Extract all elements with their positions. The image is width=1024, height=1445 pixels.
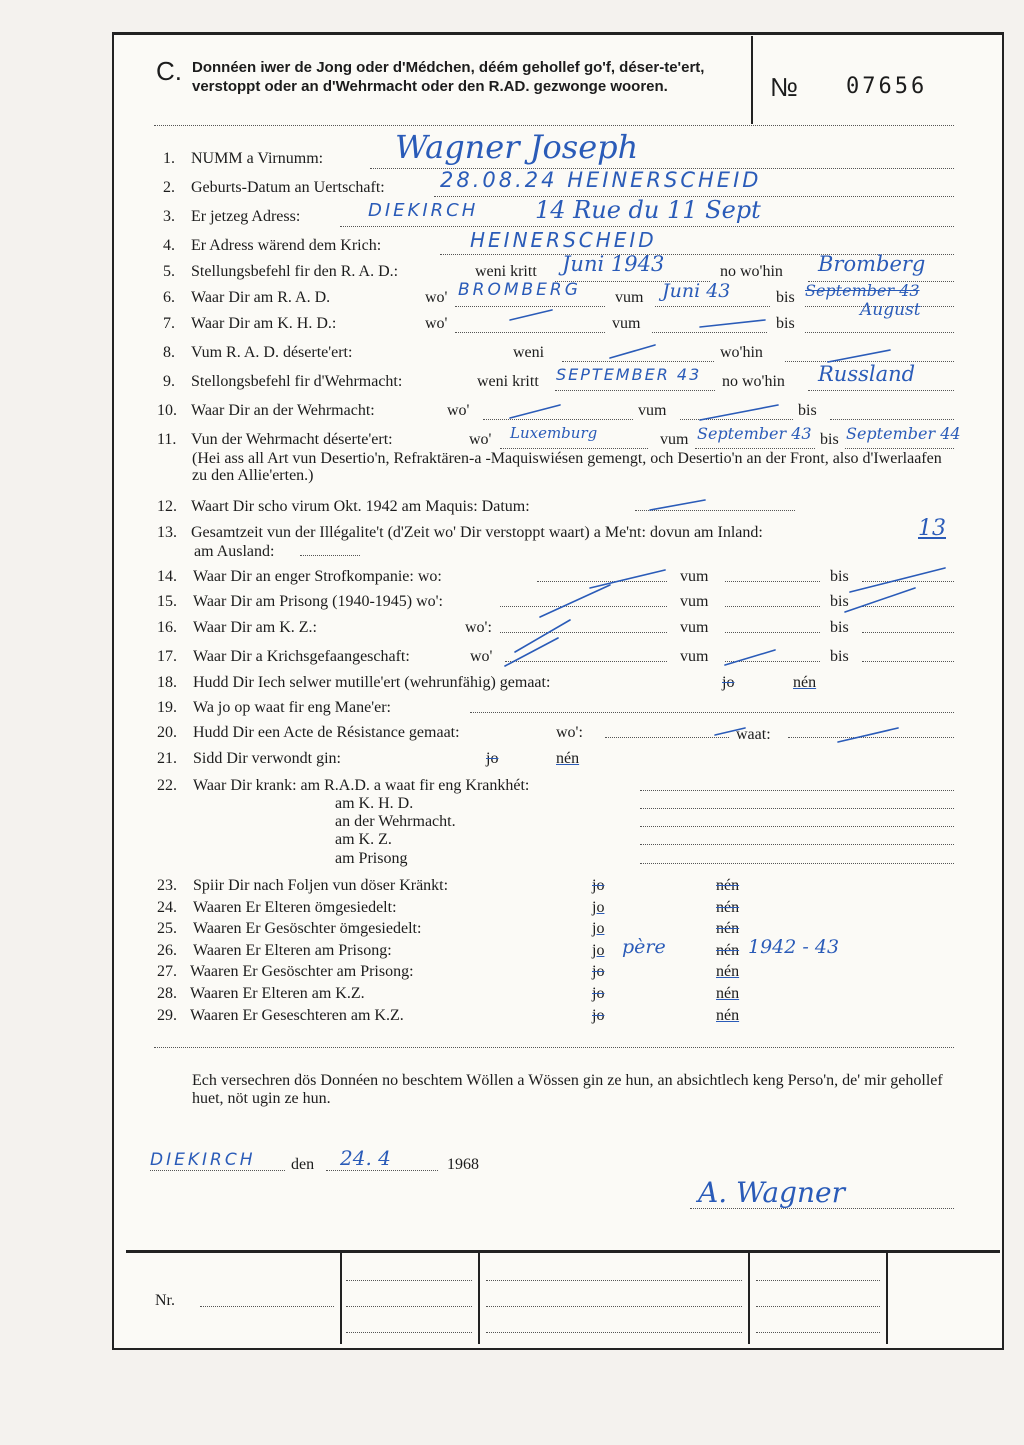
label-vum: vum <box>680 648 709 665</box>
field-label-kz: Waar Dir am K. Z.: <box>193 619 317 636</box>
slash-stroke <box>610 345 655 358</box>
option-jo[interactable]: jo <box>592 963 605 980</box>
label-wo: wo' <box>470 648 493 665</box>
option-jo[interactable]: jo <box>592 985 605 1002</box>
label-bis: bis <box>776 289 795 306</box>
field-label-resistance: Hudd Dir een Acte de Résistance gemaat: <box>193 724 460 741</box>
field-num: 6. <box>163 289 175 306</box>
field-label-consequences: Spiir Dir nach Foljen vun döser Kränkt: <box>193 877 449 894</box>
label-bis: bis <box>776 315 795 332</box>
label-wo: wo' <box>469 431 492 448</box>
field-label-war-address: Er Adress wärend dem Krich: <box>191 237 382 254</box>
field-label-parents-kz: Waaren Er Elteren am K.Z. <box>190 985 365 1002</box>
label-vum: vum <box>680 568 709 585</box>
slash-stroke <box>838 728 898 742</box>
address-city[interactable]: DIEKIRCH <box>368 200 479 221</box>
sick-sub: an der Wehrmacht. <box>335 813 456 830</box>
label-wo: wo' <box>425 289 448 306</box>
slash-stroke <box>515 620 570 652</box>
wehrmacht-order-date[interactable]: SEPTEMBER 43 <box>556 365 702 384</box>
declaration: Ech versechren dös Donnéen no beschtem Wöllen a Wössen gin ze hun, an absichtlech keng Perso'n, de' mir gehollef huet, nöt ugin ze hun. <box>192 1072 943 1107</box>
field-label-siblings-kz: Waaren Er Geseschteren am K.Z. <box>190 1007 404 1024</box>
name-value[interactable]: Wagner Joseph <box>395 128 639 166</box>
sick-sub: am Prisong <box>335 850 408 867</box>
label-bis: bis <box>830 619 849 636</box>
field-num: 23. <box>157 877 177 894</box>
desert-to[interactable]: September 44 <box>846 424 961 443</box>
birth-value[interactable]: 28.08.24 HEINERSCHEID <box>440 168 762 192</box>
field-num: 28. <box>157 985 177 1002</box>
label-wohin: wo'hin <box>720 344 763 361</box>
label-bis: bis <box>830 568 849 585</box>
option-jo[interactable]: jo <box>592 920 605 937</box>
address-street[interactable]: 14 Rue du 11 Sept <box>535 196 761 224</box>
signature[interactable]: A. Wagner <box>698 1176 845 1209</box>
slash-stroke <box>540 585 610 617</box>
sick-sub: am K. H. D. <box>335 795 414 812</box>
field-num: 18. <box>157 674 177 691</box>
field-label-pow: Waar Dir a Krichsgefaangeschaft: <box>193 648 410 665</box>
option-nen[interactable]: nén <box>716 920 740 937</box>
label-vum: vum <box>660 431 689 448</box>
option-nen[interactable]: nén <box>716 963 740 980</box>
field-num: 11. <box>157 431 177 448</box>
label-vum: vum <box>615 289 644 306</box>
field-label-prisong: Waar Dir am Prisong (1940-1945) wo': <box>193 593 443 610</box>
label-bis: bis <box>820 431 839 448</box>
slash-stroke <box>700 405 778 420</box>
slash-stroke <box>850 568 945 592</box>
field-num: 13. <box>157 524 177 541</box>
field-num: 16. <box>157 619 177 636</box>
option-nen[interactable]: nén <box>556 750 580 767</box>
label-vum: vum <box>680 593 709 610</box>
field-num: 24. <box>157 899 177 916</box>
option-nen[interactable]: nén <box>716 942 740 959</box>
field-label-wehrmacht-order: Stellongsbefehl fir d'Wehrmacht: <box>191 373 403 390</box>
nr-label: Nr. <box>155 1292 175 1309</box>
option-nen[interactable]: nén <box>716 877 740 894</box>
option-nen[interactable]: nén <box>793 674 817 691</box>
rad-place[interactable]: BROMBERG <box>458 280 581 300</box>
label-bis: bis <box>798 402 817 419</box>
option-jo[interactable]: jo <box>592 942 605 959</box>
option-nen[interactable]: nén <box>716 899 740 916</box>
slash-stroke <box>650 500 705 510</box>
slash-stroke <box>590 570 665 588</box>
label-weni: weni kritt <box>477 373 539 390</box>
desert-from[interactable]: September 43 <box>697 424 812 443</box>
field-label-siblings-resettled: Waaren Er Gesöschter ömgesiedelt: <box>193 920 422 937</box>
field-label-sick: Waar Dir krank: am R.A.D. a waat fir eng Krankhét: <box>193 777 530 794</box>
label-wohin: no wo'hin <box>720 263 783 280</box>
label-wo: wo': <box>556 724 583 741</box>
label-wo: wo' <box>425 315 448 332</box>
label-wo: wo': <box>465 619 492 636</box>
option-jo[interactable]: jo <box>722 674 735 691</box>
field-num: 9. <box>163 373 175 390</box>
field-num: 17. <box>157 648 177 665</box>
field-num: 19. <box>157 699 177 716</box>
parents-prison-years[interactable]: 1942 - 43 <box>748 936 840 958</box>
field-label-wehrmacht: Waar Dir an der Wehrmacht: <box>191 402 375 419</box>
sign-place[interactable]: DIEKIRCH <box>150 1150 256 1170</box>
slash-stroke <box>845 588 915 612</box>
field-label-address: Er jetzeg Adress: <box>191 208 301 225</box>
label-bis: bis <box>830 648 849 665</box>
option-jo[interactable]: jo <box>592 899 605 916</box>
field-num: 26. <box>157 942 177 959</box>
field-num: 20. <box>157 724 177 741</box>
parents-prison-who[interactable]: père <box>622 936 666 958</box>
label-vum: vum <box>638 402 667 419</box>
option-jo[interactable]: jo <box>592 1007 605 1024</box>
field-label-mutilate: Hudd Dir Iech selwer mutille'ert (wehrunfähig) gemaat: <box>193 674 551 691</box>
field-num: 12. <box>157 498 177 515</box>
field-num: 3. <box>163 208 175 225</box>
label-weni: weni kritt <box>475 263 537 280</box>
slash-stroke <box>700 320 765 327</box>
field-num: 15. <box>157 593 177 610</box>
sign-date[interactable]: 24. 4 <box>340 1146 391 1170</box>
label-waat: waat: <box>736 726 771 743</box>
field-num: 10. <box>157 402 177 419</box>
field-label-maquis: Waart Dir scho virum Okt. 1942 am Maquis: Datum: <box>191 498 530 515</box>
field-label-rad-desert: Vum R. A. D. déserte'ert: <box>191 344 353 361</box>
desertion-note: (Hei ass all Art vun Desertio'n, Refraktären-a -Maquiswiésen gemengt, och Desertio'n an der Front, also d'Iwerlaafen zu den Allie'erten.) <box>192 450 942 484</box>
slash-stroke <box>725 650 775 665</box>
field-label-illegality: Gesamtzeit vun der Illégalite't (d'Zeit wo' Dir verstoppt waart) a Me'nt: dovun am Inland: <box>191 524 763 541</box>
field-label-birth: Geburts-Datum an Uertschaft: <box>191 179 385 196</box>
field-label-parents-prison: Waaren Er Elteren am Prisong: <box>193 942 392 959</box>
field-label-khd: Waar Dir am K. H. D.: <box>191 315 337 332</box>
option-nen[interactable]: nén <box>716 1007 740 1024</box>
sign-year: 1968 <box>447 1156 479 1173</box>
section-letter: C. <box>156 56 182 86</box>
label-vum: vum <box>612 315 641 332</box>
field-num: 21. <box>157 750 177 767</box>
field-num: 8. <box>163 344 175 361</box>
label-vum: vum <box>680 619 709 636</box>
field-num: 5. <box>163 263 175 280</box>
field-num: 2. <box>163 179 175 196</box>
rad-order-place[interactable]: Bromberg <box>818 252 926 276</box>
field-num: 25. <box>157 920 177 937</box>
sick-sub: am K. Z. <box>335 831 392 848</box>
slash-stroke <box>715 728 745 735</box>
slash-stroke <box>510 310 552 320</box>
war-address-value[interactable]: HEINERSCHEID <box>470 228 657 252</box>
desert-place[interactable]: Luxemburg <box>510 424 598 442</box>
label-den: den <box>291 1156 315 1173</box>
field-label-wehrmacht-desert: Vun der Wehrmacht déserte'ert: <box>191 431 393 448</box>
slash-stroke <box>510 405 560 418</box>
field-num: 1. <box>163 150 175 167</box>
option-jo[interactable]: jo <box>486 750 499 767</box>
field-label-rad: Waar Dir am R. A. D. <box>191 289 331 306</box>
field-label-rad-order: Stellungsbefehl fir den R. A. D.: <box>191 263 399 280</box>
field-num: 14. <box>157 568 177 585</box>
field-label-wounded: Sidd Dir verwondt gin: <box>193 750 341 767</box>
option-nen[interactable]: nén <box>716 985 740 1002</box>
rad-to[interactable]: September 43 <box>805 281 920 300</box>
number-label: № <box>770 72 798 102</box>
field-num: 27. <box>157 963 177 980</box>
field-num: 4. <box>163 237 175 254</box>
field-num: 7. <box>163 315 175 332</box>
label-wo: wo' <box>447 402 470 419</box>
rad-from[interactable]: Juni 43 <box>662 280 731 302</box>
rad-to-correction[interactable]: August <box>860 300 921 320</box>
slash-stroke <box>828 350 890 362</box>
label-bis: bis <box>830 593 849 610</box>
option-jo[interactable]: jo <box>592 877 605 894</box>
field-label-manner: Wa jo op waat fir eng Mane'er: <box>193 699 391 716</box>
label-wohin: no wo'hin <box>722 373 785 390</box>
illegality-inland[interactable]: 13 <box>918 516 946 541</box>
wehrmacht-order-place[interactable]: Russland <box>818 362 916 386</box>
field-num: 22. <box>157 777 177 794</box>
field-num: 29. <box>157 1007 177 1024</box>
field-label-siblings-prison: Waaren Er Gesöschter am Prisong: <box>190 963 414 980</box>
field-label-parents-resettled: Waaren Er Elteren ömgesiedelt: <box>193 899 397 916</box>
form-number: 07656 <box>846 74 928 99</box>
field-label-name: NUMM a Virnumm: <box>191 150 324 167</box>
label-weni: weni <box>513 344 545 361</box>
rad-order-date[interactable]: Juni 1943 <box>562 252 665 276</box>
field-label-strof: Waar Dir an enger Strofkompanie: wo: <box>193 568 442 585</box>
label-ausland: am Ausland: <box>194 543 275 560</box>
form-title: Donnéen iwer de Jong oder d'Médchen, déém gehollef go'f, déser-te'ert, verstoppt oder an d'Wehrmacht oder den R.AD. gezwonge wooren. <box>192 59 705 95</box>
